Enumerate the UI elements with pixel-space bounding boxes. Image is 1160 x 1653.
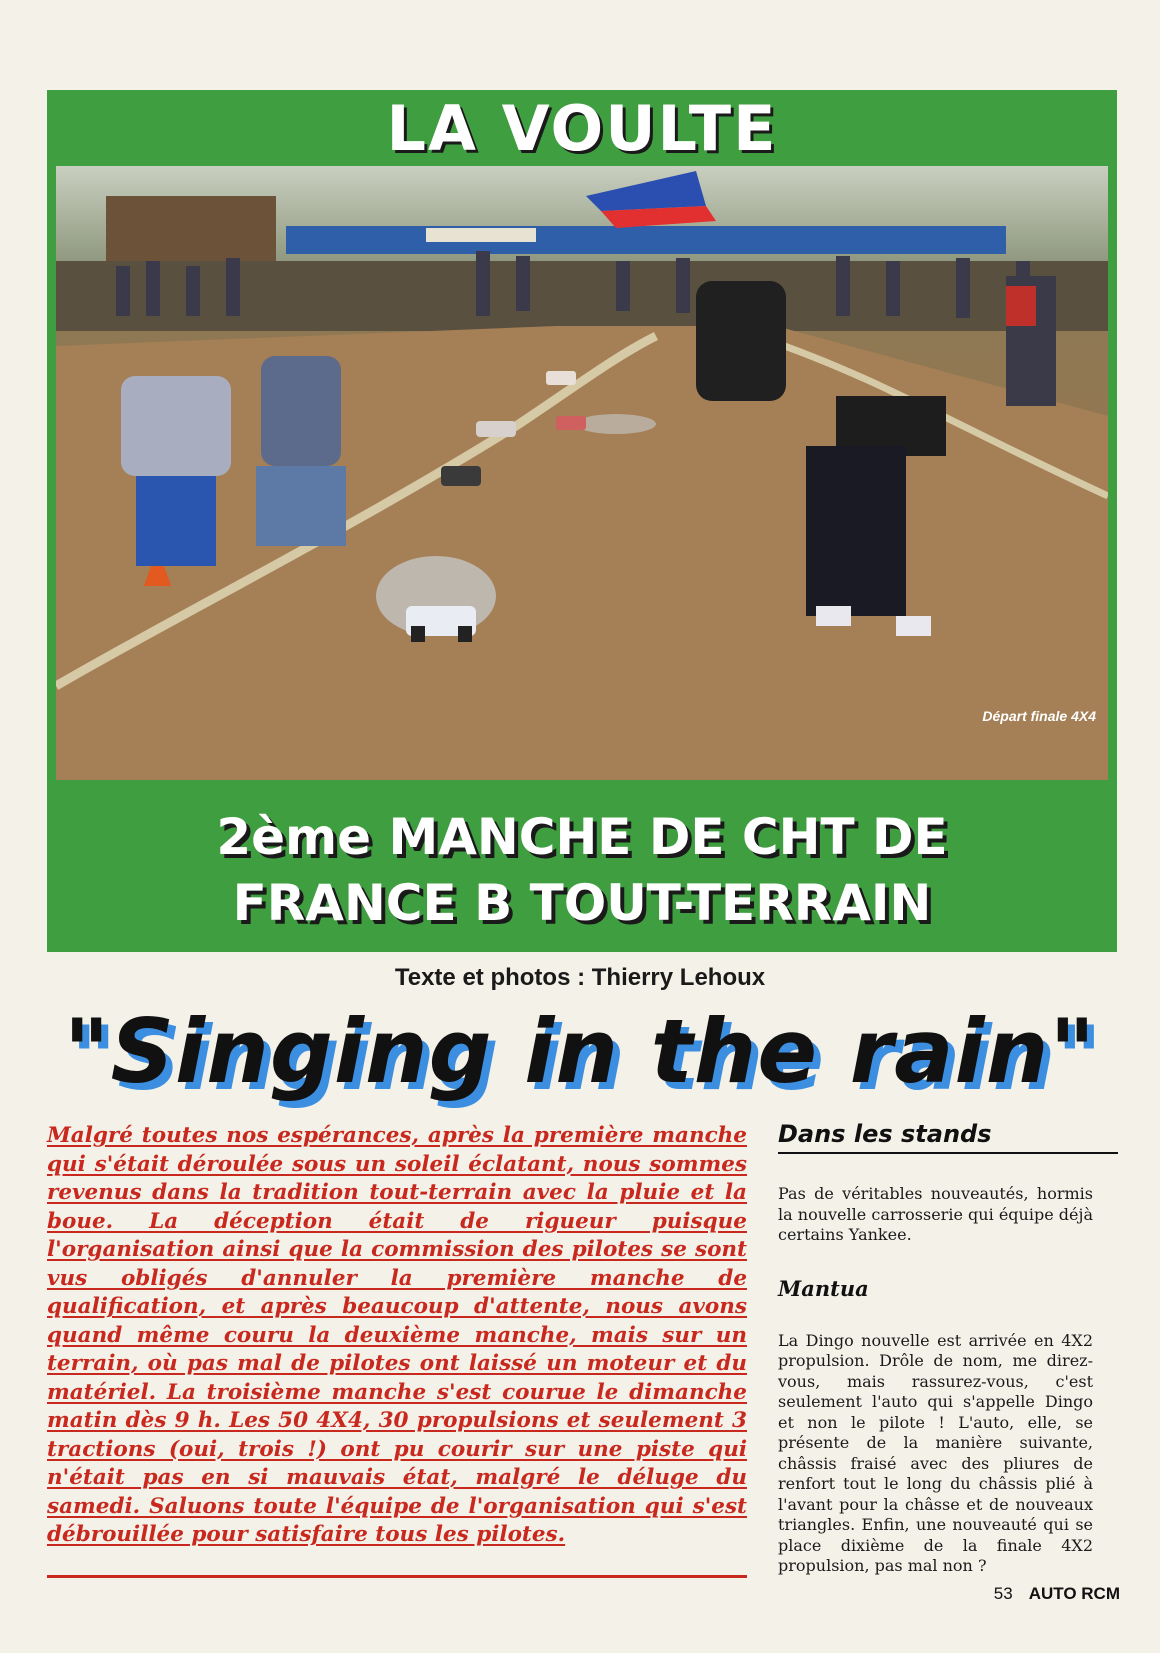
page-footer	[994, 1584, 1120, 1604]
sidebar-paragraph-2: La Dingo nouvelle est arrivée en 4X2 propulsion. Drôle de nom, me direz-vous, mais rassurez-vous, c'est seulement l'auto qui s'appelle Dingo et non le pilote ! L'auto, elle, se présente de la manière suivante, châssis fraisé avec des pliures de renfort tout le long du châssis plié à l'avant pour la châsse et de nouveaux triangles. Enfin, une nouveauté qui se place dixième de la finale 4X2 propulsion, pas mal non ?	[778, 1330, 1093, 1575]
photo-caption: Départ finale 4X4	[982, 708, 1096, 724]
page-headline: LA VOULTE	[386, 91, 778, 165]
race-start-photo	[56, 166, 1108, 780]
author-credit: Texte et photos : Thierry Lehoux	[394, 964, 766, 991]
sidebar-heading: Dans les stands	[778, 1120, 1118, 1154]
intro-divider	[47, 1575, 747, 1578]
sidebar-paragraph-1: Pas de véritables nouveautés, hormis la nouvelle carrosserie qui équipe déjà certains Yankee.	[778, 1184, 1093, 1244]
intro-paragraph: Malgré toutes nos espérances, après la première manche qui s'était déroulée sous un soleil éclatant, nous sommes revenus dans la tradition tout-terrain avec la pluie et la boue. La déception était de rigueur puisque l'organisation ainsi que la commission des pilotes se sont vus obligés d'annuler la première manche de qualification, et après beaucoup d'attente, nous avons quand même couru la deuxième manche, mais sur un terrain, où pas mal de pilotes ont laissé un moteur et du matériel. La troisième manche s'est courue le dimanche matin dès 9 h. Les 50 4X4, 30 propulsions et seulement 3 tractions (oui, trois !) ont pu courir sur une piste qui n'était pas en si mauvais état, malgré le déluge du samedi. Saluons toute l'équipe de l'organisation qui s'est débrouillée pour satisfaire tous les pilotes.	[47, 1123, 747, 1547]
subtitle-line-1: 2ème MANCHE DE CHT DE	[216, 808, 948, 866]
sidebar-subheading: Mantua	[778, 1275, 869, 1301]
article-title: "Singing in the rain"	[63, 1000, 1097, 1103]
sidebar-column	[778, 1120, 1118, 1577]
magazine-name: AUTO RCM	[1028, 1584, 1120, 1603]
page-number: 53	[993, 1584, 1013, 1603]
article-subtitle	[47, 790, 1117, 950]
subtitle-line-2: FRANCE B TOUT-TERRAIN	[232, 874, 932, 932]
